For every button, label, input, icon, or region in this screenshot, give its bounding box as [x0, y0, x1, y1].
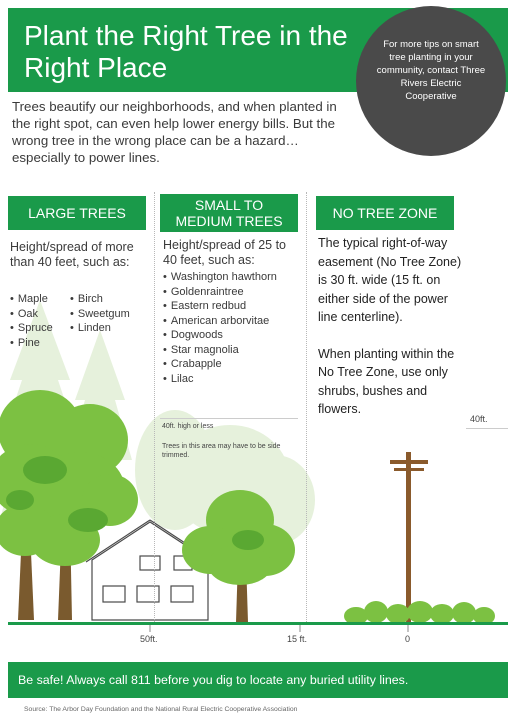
species-item: • Birch: [70, 292, 150, 307]
height-note: 40ft. high or less: [162, 423, 214, 430]
large-species-left: [10, 292, 70, 350]
small-medium-heading: SMALL TO MEDIUM TREES: [160, 194, 298, 232]
intro-paragraph: Trees beautify our neighborhoods, and when planted in the right spot, can even help lower energy bills. But the wrong tree in the wrong place can be a hazard… especially to power lines.: [12, 99, 337, 165]
large-species-right: [70, 292, 150, 336]
species-item: • Pine: [10, 336, 70, 351]
species-item: • Washington hawthorn: [163, 270, 298, 285]
shrubs: [344, 601, 495, 625]
species-item: • Eastern redbud: [163, 299, 298, 314]
distance-label-0: 0: [405, 634, 411, 644]
height-label-40ft: 40ft.: [470, 414, 488, 424]
species-item: • Sweetgum: [70, 307, 150, 322]
species-item: • American arborvitae: [163, 314, 298, 329]
species-item: • Linden: [70, 321, 150, 336]
page-title: Plant the Right Tree in the Right Place: [24, 20, 348, 83]
height-line: [160, 418, 298, 419]
distance-label-50ft: 50ft.: [140, 634, 158, 644]
divider-2: [306, 192, 307, 622]
species-item: • Spruce: [10, 321, 70, 336]
species-item: • Maple: [10, 292, 70, 307]
species-item: • Crabapple: [163, 357, 298, 372]
trim-note: Trees in this area may have to be side trimmed.: [162, 443, 281, 459]
ground-line: [8, 622, 508, 625]
species-item: • Dogwoods: [163, 328, 298, 343]
no-tree-paragraph-1: The typical right-of-way easement (No Tree Zone) is 30 ft. wide (15 ft. on either side of the power line centerline).: [318, 236, 462, 324]
no-tree-zone-heading: NO TREE ZONE: [316, 196, 454, 230]
small-species-list: [163, 270, 298, 386]
species-item: • Lilac: [163, 372, 298, 387]
source-line: Source: The Arbor Day Foundation and the National Rural Electric Cooperative Association: [24, 706, 298, 713]
species-item: • Star magnolia: [163, 343, 298, 358]
utility-pole: [390, 452, 428, 622]
small-medium-height: Height/spread of 25 to 40 feet, such as:: [163, 238, 286, 267]
large-trees-heading: LARGE TREES: [8, 196, 146, 230]
height-tick: [466, 428, 508, 429]
tips-text: For more tips on smart tree planting in your community, contact Three Rivers Electric Cooperative: [376, 38, 486, 102]
species-item: • Goldenraintree: [163, 285, 298, 300]
divider-1: [154, 192, 155, 622]
species-item: • Oak: [10, 307, 70, 322]
large-trees-height: Height/spread of more than 40 feet, such as:: [10, 240, 134, 269]
no-tree-zone-text: [318, 234, 468, 419]
distance-label-15ft: 15 ft.: [287, 634, 308, 644]
no-tree-paragraph-2: When planting within the No Tree Zone, use only shrubs, bushes and flowers.: [318, 346, 455, 416]
footer-banner: Be safe! Always call 811 before you dig to locate any buried utility lines.: [8, 662, 508, 698]
